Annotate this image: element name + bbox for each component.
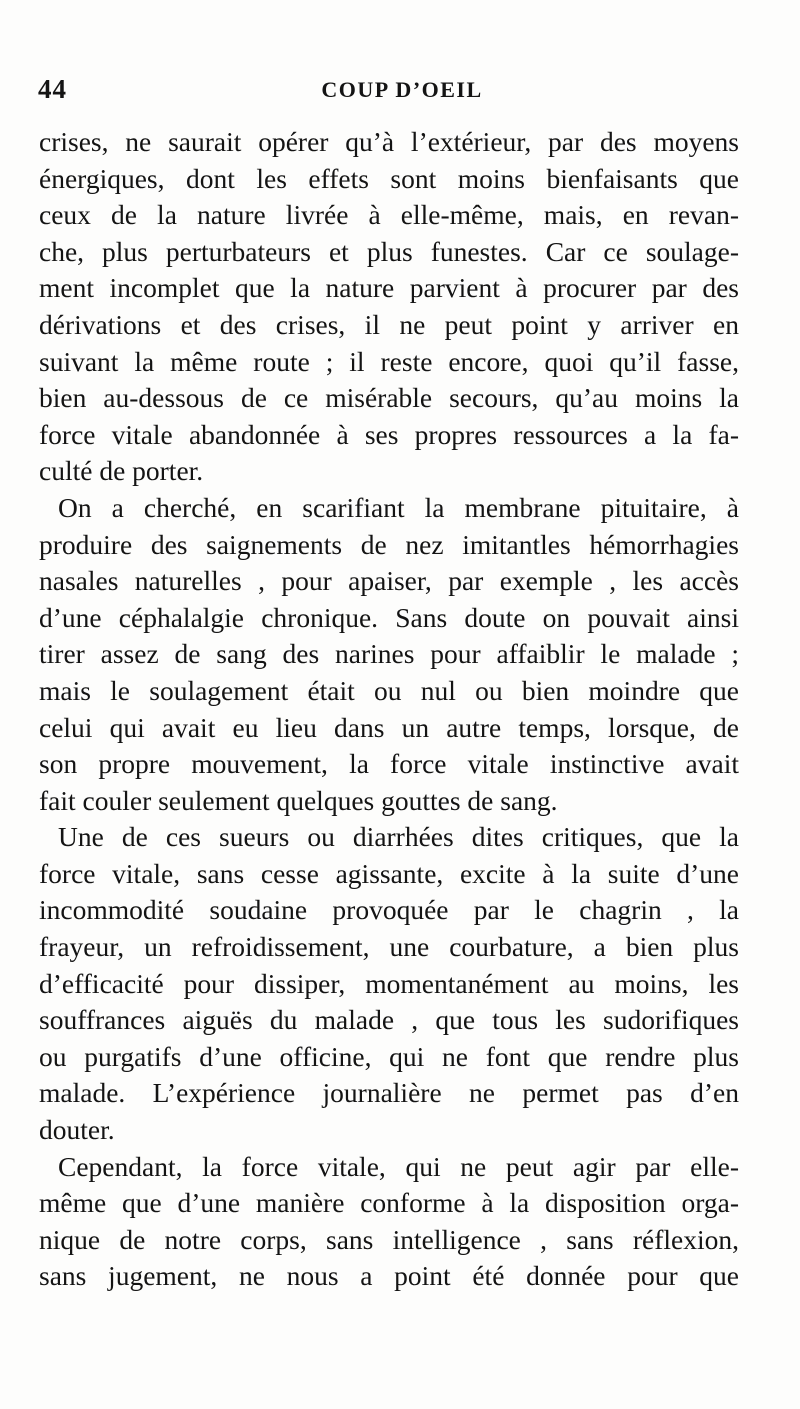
page-number: 44	[38, 74, 67, 104]
text-line: ment incomplet que la nature parvient à procurer par des	[39, 272, 739, 304]
text-line: mais le soulagement était ou nul ou bien moindre que	[39, 674, 739, 706]
text-line: son propre mouvement, la force vitale instinctive avait	[39, 748, 739, 780]
text-line: tirer assez de sang des narines pour affaiblir le malade ;	[39, 638, 739, 670]
text-line: Cependant, la force vitale, qui ne peut agir par elle-	[58, 1150, 739, 1182]
running-title: COUP D’OEIL	[321, 77, 483, 102]
text-line: fait couler seulement quelques gouttes de sang.	[39, 784, 558, 816]
text-line: nique de notre corps, sans intelligence , sans réflexion,	[39, 1223, 739, 1255]
text-line: force vitale, sans cesse agissante, excite à la suite d’une	[39, 857, 739, 889]
text-line: Une de ces sueurs ou diarrhées dites critiques, que la	[58, 821, 739, 853]
text-line: nasales naturelles , pour apaiser, par exemple , les accès	[39, 565, 739, 597]
text-line: ou purgatifs d’une officine, qui ne font que rendre plus	[39, 1040, 739, 1072]
text-line: force vitale abandonnée à ses propres ressources a la fa-	[39, 418, 739, 450]
text-line: d’une céphalalgie chronique. Sans doute on pouvait ainsi	[39, 601, 739, 633]
text-line: sans jugement, ne nous a point été donnée pour que	[39, 1260, 739, 1292]
text-line: ceux de la nature livrée à elle-même, mais, en revan-	[39, 199, 739, 231]
text-line: douter.	[39, 1114, 115, 1146]
text-line: frayeur, un refroidissement, une courbature, a bien plus	[39, 931, 739, 963]
text-line: dérivations et des crises, il ne peut point y arriver en	[39, 308, 739, 340]
body-text	[39, 124, 739, 1295]
text-line: produire des saignements de nez imitantles hémorrhagies	[39, 528, 739, 560]
text-line: même que d’une manière conforme à la disposition orga-	[39, 1187, 739, 1219]
text-line: suivant la même route ; il reste encore, quoi qu’il fasse,	[39, 345, 739, 377]
text-line: malade. L’expérience journalière ne permet pas d’en	[39, 1077, 739, 1109]
text-line: énergiques, dont les effets sont moins bienfaisants que	[39, 162, 739, 194]
text-line: celui qui avait eu lieu dans un autre temps, lorsque, de	[39, 711, 739, 743]
text-line: bien au-dessous de ce misérable secours, qu’au moins la	[39, 382, 739, 414]
text-line: culté de porter.	[39, 455, 204, 487]
text-line: che, plus perturbateurs et plus funestes. Car ce soulage-	[39, 235, 739, 267]
text-line: crises, ne saurait opérer qu’à l’extérieur, par des moyens	[39, 126, 739, 157]
text-line: incommodité soudaine provoquée par le chagrin , la	[39, 894, 739, 926]
text-line: souffrances aiguës du malade , que tous les sudorifiques	[39, 1004, 739, 1036]
text-line: On a cherché, en scarifiant la membrane pituitaire, à	[58, 491, 739, 523]
text-line: d’efficacité pour dissiper, momentanément au moins, les	[39, 967, 739, 999]
page-header	[38, 74, 738, 114]
